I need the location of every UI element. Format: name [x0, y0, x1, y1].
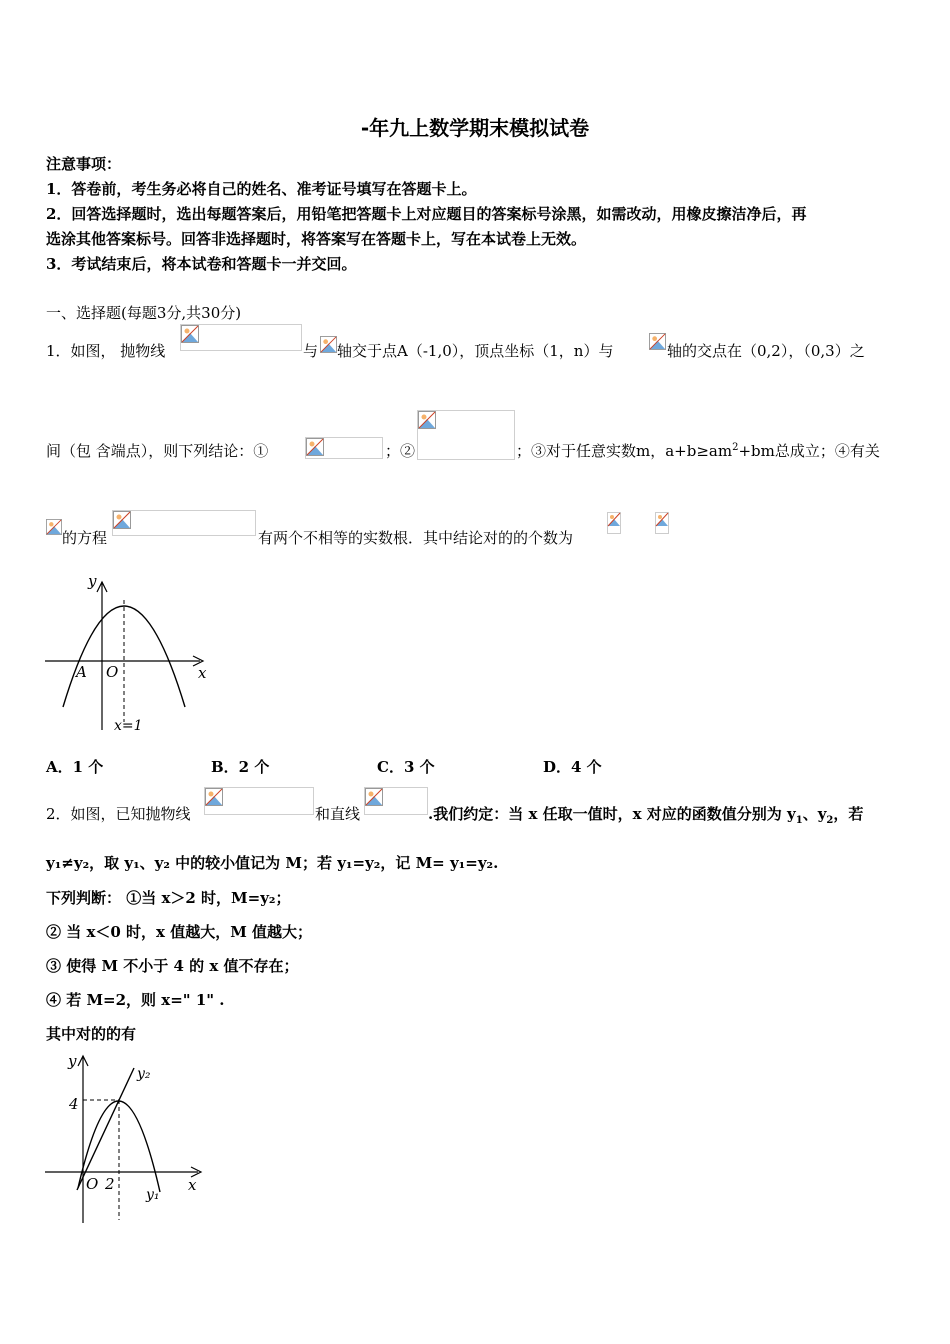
subscript: 1 [795, 815, 803, 826]
origin-label: O [106, 663, 119, 681]
q2-text-5: ，若 [833, 805, 864, 823]
superscript: 2 [732, 442, 739, 453]
axis-label-y: y [88, 572, 97, 590]
q1-text-3: 轴交于点A（-1,0），顶点坐标（1，n）与 [337, 342, 614, 360]
page-title: -年九上数学期末模拟试卷 [360, 116, 590, 140]
broken-image-icon [181, 325, 199, 343]
tick-label-2: 2 [105, 1175, 115, 1193]
option-a: A．1 个 [46, 758, 104, 776]
q2-judge-1: 下列判断： ①当 x＞2 时，M=y₂； [46, 889, 291, 907]
formula-image [364, 787, 428, 815]
q2-judge-2: ② 当 x＜0 时，x 值越大，M 值越大； [46, 923, 313, 941]
axis-label-x: x [198, 664, 207, 682]
formula-image [305, 437, 383, 459]
tick-label-4: 4 [69, 1095, 79, 1113]
q2-text-4: 、y [802, 805, 827, 823]
q2-judge-4: ④ 若 M=2，则 x=" 1" . [46, 991, 225, 1009]
axis-label-x: x [188, 1176, 197, 1194]
q2-ask: 其中对的的有 [46, 1025, 137, 1043]
broken-image-icon [113, 511, 131, 529]
symmetry-axis-label: x=1 [114, 718, 143, 734]
notice-heading: 注意事项： [46, 155, 122, 173]
q1-text-2: 与 [303, 342, 319, 360]
formula-image [417, 410, 515, 460]
broken-image-icon [205, 788, 223, 806]
broken-image-icon [320, 336, 337, 357]
option-d: D．4 个 [543, 758, 602, 776]
formula-image [112, 510, 256, 536]
q2-text-3: .我们约定：当 x 任取一值时，x 对应的函数值分别为 y [428, 805, 796, 823]
curve-label-y1: y₁ [146, 1187, 160, 1203]
axis-label-y: y [68, 1052, 77, 1070]
origin-label: O [86, 1175, 99, 1193]
broken-image-icon [655, 512, 669, 538]
option-c: C．3 个 [377, 758, 435, 776]
q1-text-6: ；② [385, 442, 416, 460]
broken-image-icon [607, 512, 621, 538]
broken-image-icon [365, 788, 383, 806]
section-heading: 一、选择题(每题3分,共30分) [46, 304, 242, 322]
curve-label-y2: y₂ [137, 1066, 151, 1082]
notice-item-1: 1．答卷前，考生务必将自己的姓名、准考证号填写在答题卡上。 [46, 180, 477, 198]
parabola-line-graph-2 [40, 1048, 215, 1228]
q1-text-1: 1．如图， 抛物线 [46, 342, 166, 360]
formula-image [180, 324, 302, 351]
point-label-a: A [76, 663, 87, 681]
broken-image-icon [649, 333, 666, 354]
q2-text-1: 2．如图，已知抛物线 [46, 805, 191, 823]
q1-text-7: ；③对于任意实数m，a+b≥am [516, 442, 733, 460]
broken-image-icon [418, 411, 436, 429]
formula-image [204, 787, 314, 815]
q1-text-10: 有两个不相等的实数根．其中结论对的的个数为 [258, 529, 574, 547]
q1-text-8: +bm总成立；④有关 [738, 442, 880, 460]
notice-item-2b: 选涂其他答案标号。回答非选择题时，将答案写在答题卡上，写在本试卷上无效。 [46, 230, 587, 248]
q2-judge-3: ③ 使得 M 不小于 4 的 x 值不存在； [46, 957, 299, 975]
q2-line-2: y₁≠y₂，取 y₁、y₂ 中的较小值记为 M；若 y₁=y₂，记 M= y₁=y₂. [46, 854, 499, 872]
q2-text-2: 和直线 [315, 805, 361, 823]
broken-image-icon [46, 519, 62, 539]
broken-image-icon [306, 438, 324, 456]
q1-text-9: 的方程 [62, 529, 108, 547]
notice-item-3: 3．考试结束后，将本试卷和答题卡一并交回。 [46, 255, 357, 273]
parabola-graph-1 [40, 570, 220, 740]
q1-text-4: 轴的交点在（0,2），（0,3）之 [667, 342, 865, 360]
option-b: B．2 个 [211, 758, 270, 776]
q1-text-5: 间（包 含端点），则下列结论：① [46, 442, 269, 460]
subscript: 2 [826, 815, 834, 826]
notice-item-2a: 2．回答选择题时，选出每题答案后，用铅笔把答题卡上对应题目的答案标号涂黑，如需改动，用橡皮擦洁净后，再 [46, 205, 807, 223]
